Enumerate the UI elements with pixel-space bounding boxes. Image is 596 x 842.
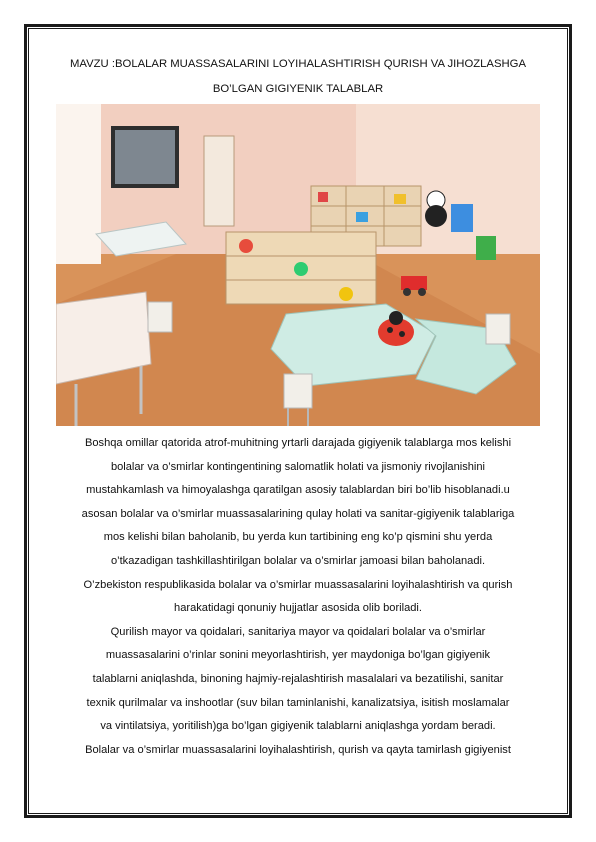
paragraph-line: texnik qurilmalar va inshootlar (suv bilan taminlanishi, kanalizatsiya, isitish moslamalar bbox=[86, 696, 510, 709]
paragraph-line: o’tkazadigan tashkillashtirilgan bolalar va o’smirlar jamoasi bilan baholanadi. bbox=[110, 554, 486, 567]
paragraph-line: va vintilatsiya, yoritilish)ga bo’lgan gigiyenik talablarni aniqlashga yordam beradi. bbox=[100, 720, 496, 733]
paragraph-line: Bolalar va o’smirlar muassasalarini loyihalashtirish, qurish va qayta tamirlash gigiyenist bbox=[85, 743, 511, 756]
paragraph-line: bolalar va o’smirlar kontingentining salomatlik holati va jismoniy rivojlanishini bbox=[110, 460, 486, 473]
paragraph-line: muassasalarini o’rinlar sonini meyorlashtirish, yer maydoniga bo’lgan gigiyenik bbox=[105, 649, 491, 662]
kindergarten-classroom-photo bbox=[56, 104, 540, 426]
title-line-2: BO’LGAN GIGIYENIK TALABLAR bbox=[212, 83, 384, 95]
document-title bbox=[48, 52, 548, 102]
paragraph-line: talablarni aniqlashda, binoning hajmiy-rejalashtirish masalalari va bezatilishi, sanitar bbox=[92, 672, 504, 685]
paragraph-line: Qurilish mayor va qoidalari, sanitariya mayor va qoidalari bolalar va o’smirlar bbox=[110, 625, 486, 638]
classroom-illustration bbox=[56, 104, 540, 426]
title-line-1: MAVZU :BOLALAR MUASSASALARINI LOYIHALASHTIRISH QURISH VA JIHOZLASHGA bbox=[70, 58, 526, 70]
paragraph-line: mos kelishi bilan baholanib, bu yerda kun tartibining eng ko’p qismini shu yerda bbox=[103, 531, 493, 544]
paragraph-line: asosan bolalar va o’smirlar muassasalarining qulay holati va sanitar-gigiyenik talablariga bbox=[81, 507, 515, 520]
paragraph-line: mustahkamlash va himoyalashga qaratilgan asosiy talablardan biri bo’lib hisoblanadi.u bbox=[86, 484, 510, 497]
body-paragraph bbox=[48, 432, 548, 762]
paragraph-line: Boshqa omillar qatorida atrof-muhitning yrtarli darajada gigiyenik talablarga mos kelishi bbox=[84, 437, 512, 449]
paragraph-line: O’zbekiston respublikasida bolalar va o’smirlar muassasalarini loyihalashtirish va qurish bbox=[83, 578, 513, 591]
paragraph-line: harakatidagi qonuniy hujjatlar asosida olib boriladi. bbox=[174, 602, 422, 615]
